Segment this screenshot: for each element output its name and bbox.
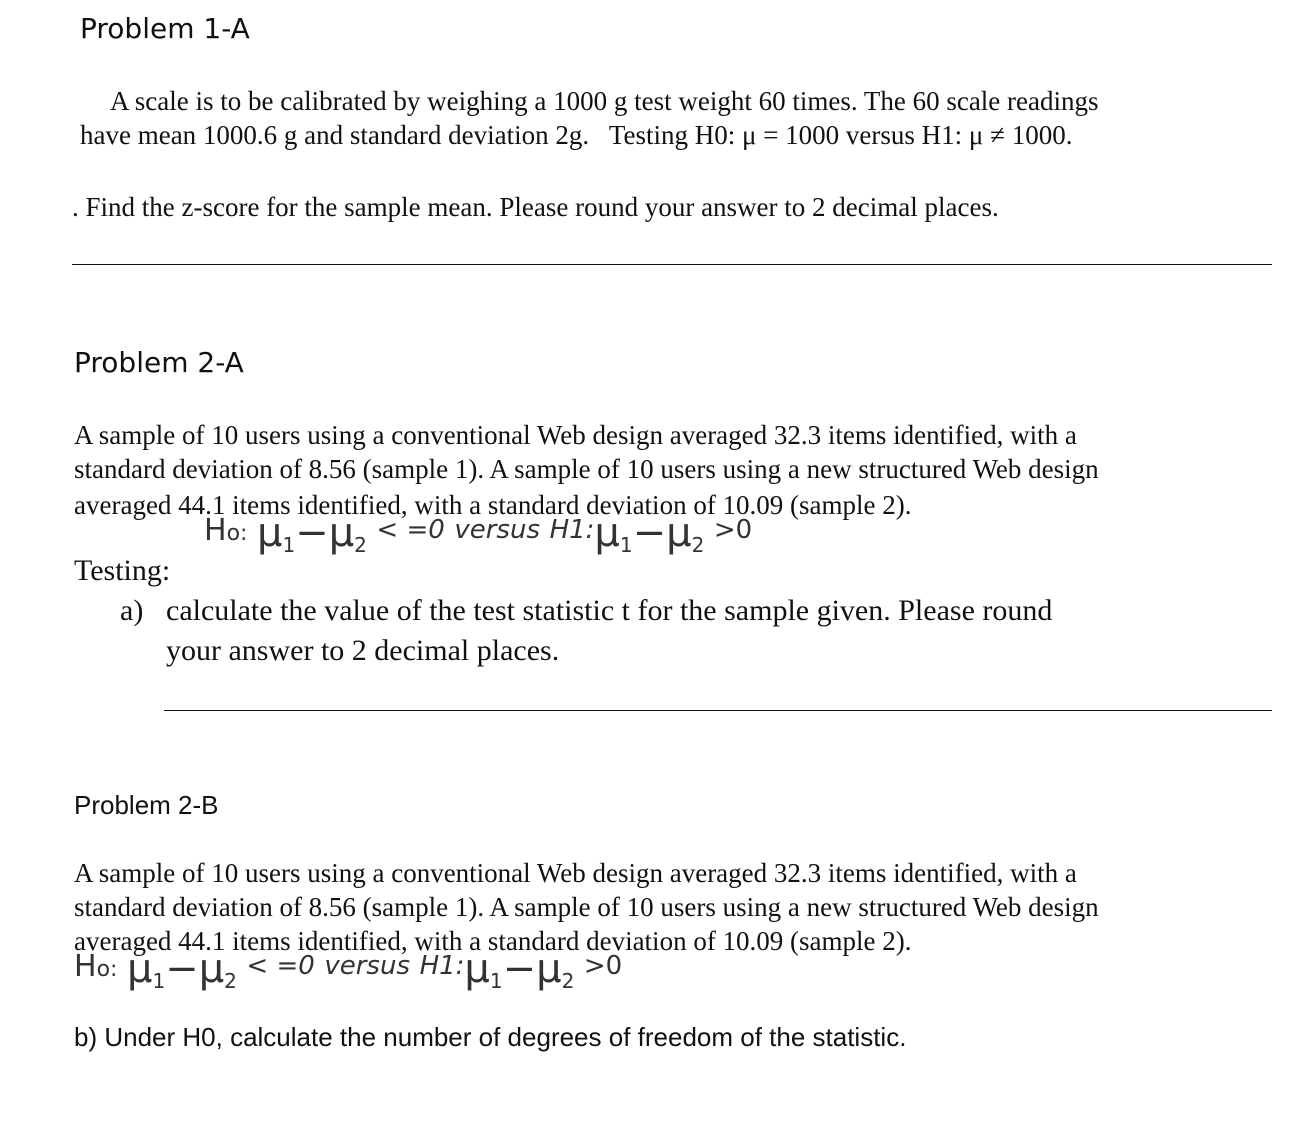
problem-2a-testing-label: Testing: <box>74 554 171 587</box>
problem-2b-text-line3: averaged 44.1 items identified, with a standard deviation of 10.09 (sample 2). <box>74 926 912 956</box>
problem-2b-hypothesis-formula: Ho: $\mu_1-\mu_2 < =0$ versus $H1:\mu_1-\mu_2 >0$ <box>74 946 623 993</box>
problem-2b-heading: Problem 2-B <box>74 790 219 820</box>
problem-1a-heading: Problem 1-A <box>80 12 250 45</box>
problem-1a-text-line1: A scale is to be calibrated by weighing a 1000 g test weight 60 times. The 60 scale readings <box>110 86 1099 116</box>
problem-2b-question: b) Under H0, calculate the number of degrees of freedom of the statistic. <box>74 1022 907 1052</box>
h0-symbol: Ho: <box>204 513 248 548</box>
problem-2a-question-line2: your answer to 2 decimal places. <box>166 634 560 667</box>
problem-2b-text-line1: A sample of 10 users using a conventional Web design averaged 32.3 items identified, with a <box>74 858 1077 888</box>
problem-2a-text-line3: averaged 44.1 items identified, with a standard deviation of 10.09 (sample 2). <box>74 490 912 520</box>
problem-1a-answer-line[interactable] <box>72 264 1272 265</box>
problem-2a-question-marker: a) <box>120 594 144 627</box>
problem-1a-question: . Find the z-score for the sample mean. Please round your answer to 2 decimal places. <box>72 192 999 222</box>
problem-2a-heading: Problem 2-A <box>74 346 244 379</box>
problem-2a-question-line1: calculate the value of the test statistic t for the sample given. Please round <box>166 594 1053 627</box>
problem-1a-text-line2: have mean 1000.6 g and standard deviation 2g. Testing H0: μ = 1000 versus H1: μ ≠ 1000. <box>80 120 1073 150</box>
problem-2a-text-line2: standard deviation of 8.56 (sample 1). A sample of 10 users using a new structured Web design <box>74 454 1099 484</box>
problem-2a-hypothesis-formula: Ho: $\mu_1-\mu_2 < =0$ versus $H1:\mu_1-\mu_2 >0$ <box>204 510 753 557</box>
problem-2b-text-line2: standard deviation of 8.56 (sample 1). A sample of 10 users using a new structured Web design <box>74 892 1099 922</box>
problem-2a-text-line1: A sample of 10 users using a conventional Web design averaged 32.3 items identified, with a <box>74 420 1077 450</box>
h0-symbol: Ho: <box>74 949 118 984</box>
problem-2a-answer-line[interactable] <box>164 710 1272 711</box>
